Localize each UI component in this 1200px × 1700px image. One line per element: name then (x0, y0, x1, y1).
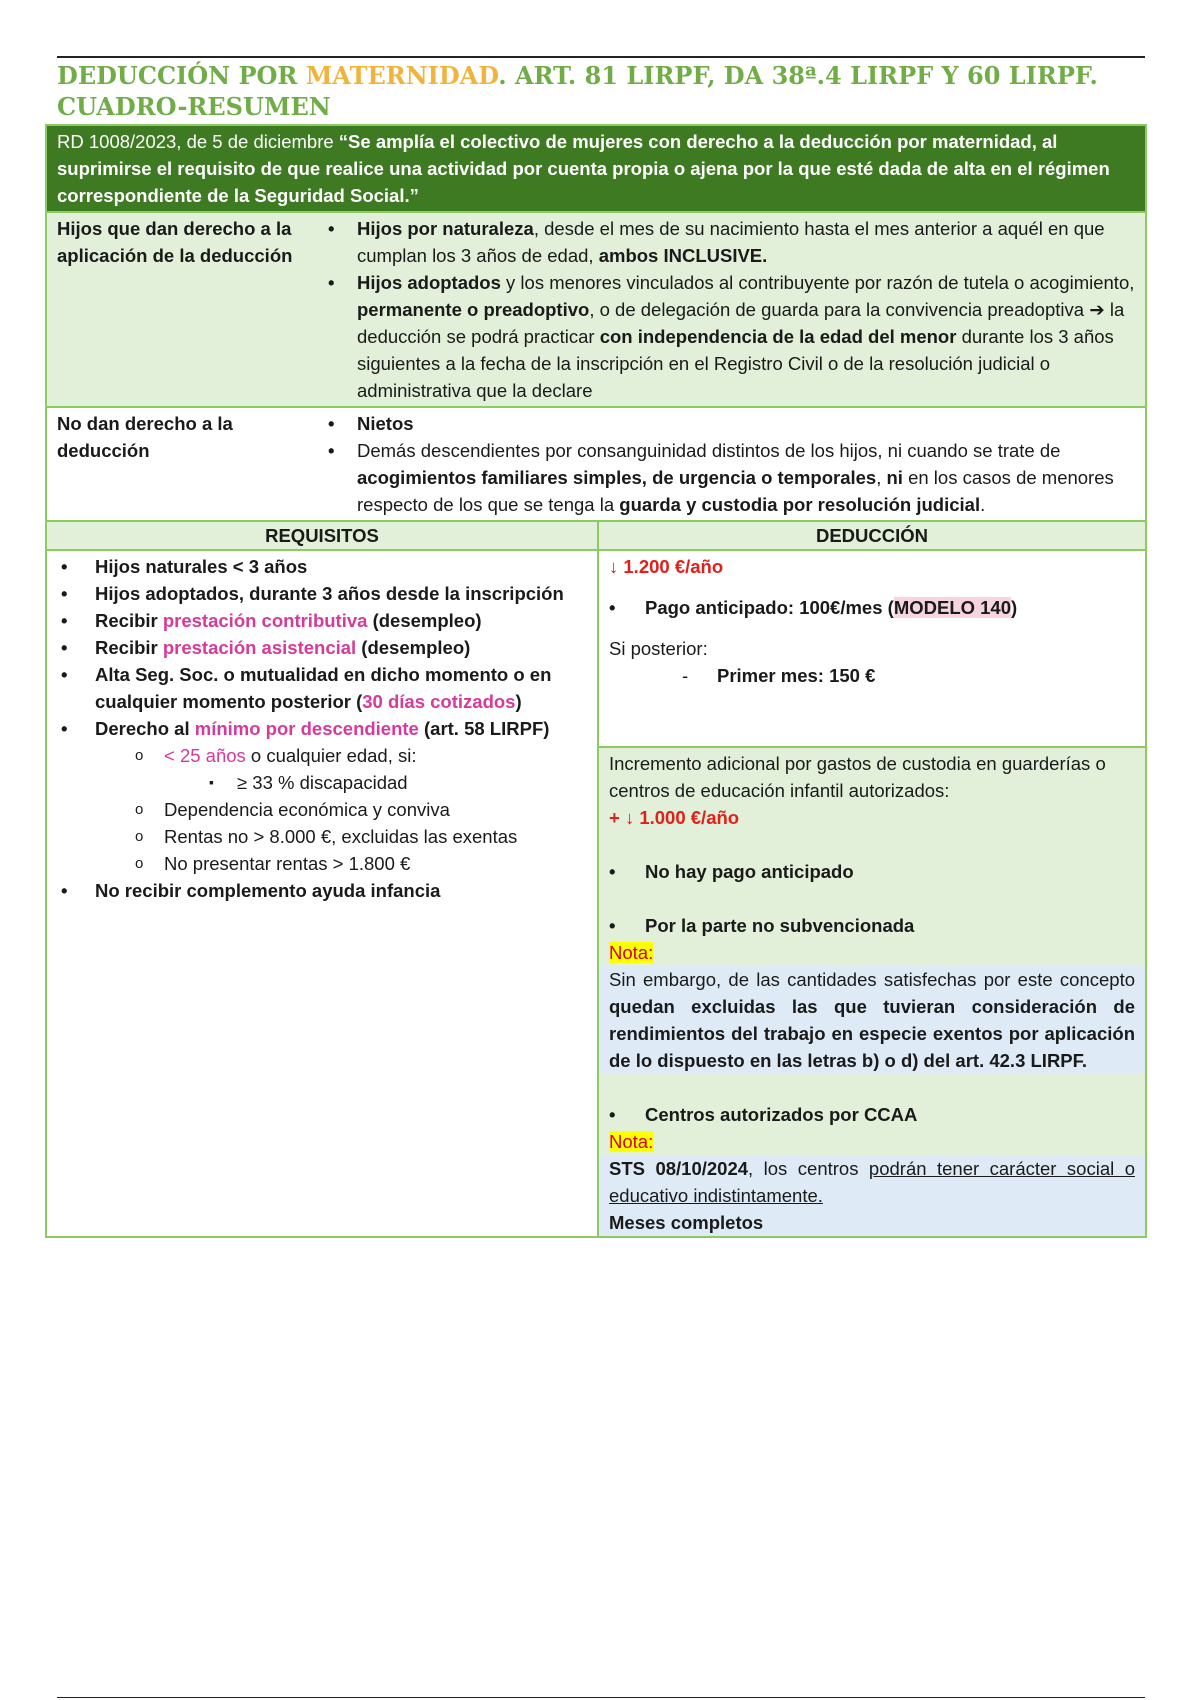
title-accent: MATERNIDAD (305, 61, 499, 90)
summary-table (45, 124, 1147, 1238)
deduccion-header: DEDUCCIÓN (597, 522, 1145, 549)
top-rule (57, 56, 1145, 58)
hijos-derecho-label: Hijos que dan derecho a la aplicación de la deducción (57, 218, 293, 266)
bottom-rule (57, 1697, 1145, 1698)
nota-label-2: Nota: (609, 1131, 654, 1152)
hijos-adoptados-item: • Hijos adoptados y los menores vinculados al contribuyente por razón de tutela o acogimiento, permanente o preadoptivo, o de delegación de guarda para la convivencia preadoptiva ➔ la deducción se podrá practicar con independencia de la edad del menor durante los 3 años siguientes a la fecha de la inscripción en el Registro Civil o de la resolución judicial o administrativa que la declare (322, 269, 1135, 404)
no-derecho-label: No dan derecho a la deducción (57, 413, 233, 461)
pago-anticipado-item: • Pago anticipado: 100€/mes (MODELO 140) (609, 594, 1135, 621)
main-row (47, 549, 1145, 1236)
nietos-item: • Nietos (322, 410, 1135, 437)
sub-sub-item: ▪ ≥ 33 % discapacidad (57, 769, 587, 796)
sub-item: o No presentar rentas > 1.800 € (57, 850, 587, 877)
requisito-item: • Hijos adoptados, durante 3 años desde la inscripción (57, 580, 587, 607)
incremento-section (599, 746, 1145, 1236)
banner-reference: RD 1008/2023, de 5 de diciembre (57, 131, 339, 152)
primer-mes-item: - Primer mes: 150 € (609, 662, 1135, 689)
requisito-item: • Derecho al mínimo por descendiente (art. 58 LIRPF) (57, 715, 587, 742)
no-pago-item: • No hay pago anticipado (609, 858, 1135, 885)
requisito-item: • Recibir prestación contributiva (desempleo) (57, 607, 587, 634)
row-hijos-derecho (47, 211, 1145, 406)
centros-item: • Centros autorizados por CCAA (609, 1101, 1135, 1128)
sub-item: o Rentas no > 8.000 €, excluidas las exentas (57, 823, 587, 850)
row-no-derecho (47, 406, 1145, 520)
demas-descendientes-item: • Demás descendientes por consanguinidad distintos de los hijos, ni cuando se trate de acogimientos familiares simples, de urgencia o temporales, ni en los casos de menores respecto de los que se tenga la guarda y custodia por resolución judicial. (322, 437, 1135, 518)
incremento-text: Incremento adicional por gastos de custodia en guarderías o centros de educación infantil autorizados: (609, 753, 1106, 801)
modelo-140-highlight: MODELO 140 (893, 597, 1012, 618)
section-headers (47, 520, 1145, 549)
title-part1: DEDUCCIÓN POR (57, 61, 306, 90)
requisitos-column (47, 551, 597, 1236)
requisitos-header: REQUISITOS (265, 525, 379, 546)
requisito-item: • Hijos naturales < 3 años (57, 553, 587, 580)
deduccion-amount: ↓ 1.200 €/año (609, 556, 724, 577)
hijos-naturaleza-item: • Hijos por naturaleza, desde el mes de su nacimiento hasta el mes anterior a aquél en que cumplan los 3 años de edad, ambos INCLUSIVE. (322, 215, 1135, 269)
sub-item: o Dependencia económica y conviva (57, 796, 587, 823)
deduccion-column (597, 551, 1145, 1236)
title-part2: . ART. 81 LIRPF, DA 38ª.4 LIRPF Y 60 LIRPF. (498, 61, 1098, 90)
title-line2: CUADRO-RESUMEN (57, 92, 331, 121)
parte-no-item: • Por la parte no subvencionada (609, 912, 1135, 939)
nota-1: Sin embargo, de las cantidades satisfechas por este concepto quedan excluidas las que tuvieran consideración de rendimientos del trabajo en especie exentos por aplicación de lo dispuesto en las letras b) o d) del art. 42.3 LIRPF. (599, 966, 1145, 1074)
incremento-amount: + ↓ 1.000 €/año (609, 807, 740, 828)
banner-quote: “Se amplía el colectivo de mujeres con derecho a la deducción por maternidad, al suprimirse el requisito de que realice una actividad por cuenta propia o ajena por la que esté dada de alta en el régimen correspondiente de la Seguridad Social.” (57, 131, 1110, 206)
meses-completos: Meses completos (599, 1209, 1145, 1236)
requisito-item: • No recibir complemento ayuda infancia (57, 877, 587, 904)
deduccion-base (599, 551, 1145, 746)
page-title (57, 60, 1145, 122)
requisito-item: • Alta Seg. Soc. o mutualidad en dicho momento o en cualquier momento posterior (30 días cotizados) (57, 661, 587, 715)
sub-item: o < 25 años o cualquier edad, si: (57, 742, 587, 769)
si-posterior: Si posterior: (609, 638, 708, 659)
nota-2: STS 08/10/2024, los centros podrán tener carácter social o educativo indistintamente. (599, 1155, 1145, 1209)
arrow-icon: ➔ (1089, 299, 1105, 320)
requisito-item: • Recibir prestación asistencial (desempleo) (57, 634, 587, 661)
nota-label: Nota: (609, 942, 654, 963)
banner (47, 126, 1145, 211)
